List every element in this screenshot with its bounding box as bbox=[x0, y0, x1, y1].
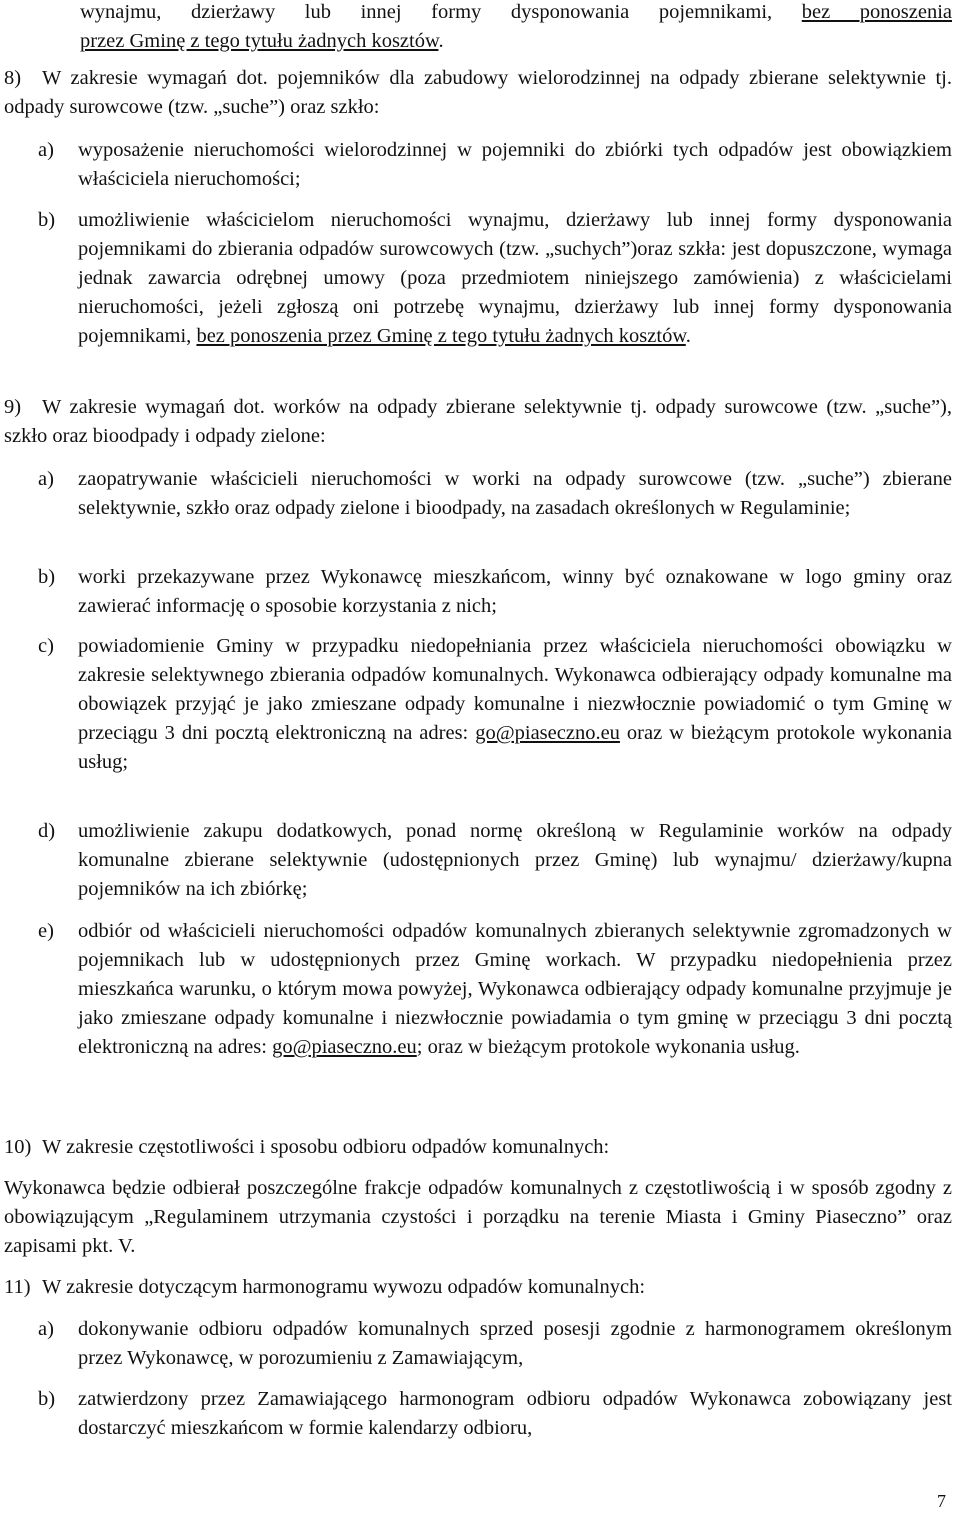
item-label: a) bbox=[38, 1318, 54, 1340]
section-9-heading: 9) W zakresie wymagań dot. worków na odpady zbierane selektywnie tj. odpady surowcowe (tzw. „suche”), szkło oraz bioodpady i odpady zielone: bbox=[4, 393, 952, 451]
section-9-item-c: c) powiadomienie Gminy w przypadku niedopełniania przez właściciela nieruchomości obowiązku w zakresie selektywnego zbierania odpadów komunalnych. Wykonawca odbierający odpady komunalne ma obowiązek przyjąć je jako zmieszane odpady komunalne i niezwłocznie powiadomić o tym Gminę w przeciągu 3 dni pocztą elektroniczną na adres: go@piaseczno.eu oraz w bieżącym protokole wykonania usług; bbox=[38, 632, 952, 777]
section-number: 11) bbox=[4, 1276, 31, 1298]
section-10-paragraph: Wykonawca będzie odbierał poszczególne frakcje odpadów komunalnych z częstotliwością i w sposób zgodny z obowiązującym „Regulaminem utrzymania czystości i porządku na terenie Miasta i Gminy Piaseczno” oraz zapisami pkt. V. bbox=[4, 1177, 952, 1257]
section-9-item-d: d) umożliwienie zakupu dodatkowych, ponad normę określoną w Regulaminie worków na odpady komunalne zbierane selektywnie (udostępnionych przez Gminę) lub wynajmu/ dzierżawy/kupna pojemników na ich zbiórkę; bbox=[38, 817, 952, 904]
item-label: c) bbox=[38, 635, 54, 657]
item-label: a) bbox=[38, 139, 54, 161]
underlined-text: przez Gminę z tego tytułu żadnych kosztów bbox=[80, 30, 439, 52]
section-10-heading: 10) W zakresie częstotliwości i sposobu odbioru odpadów komunalnych: bbox=[4, 1133, 952, 1162]
continuation-line-2: przez Gminę z tego tytułu żadnych kosztów. bbox=[80, 30, 444, 52]
section-9-item-e: e) odbiór od właścicieli nieruchomości odpadów komunalnych zbieranych selektywnie zgromadzonych w pojemnikach lub w udostępnionych przez Gminę workach. W przypadku niedopełnienia przez mieszkańca warunku, o którym mowa powyżej, Wykonawca odbierający odpady komunalne przyjmuje je jako zmieszane odpady komunalne i niezwłocznie powiadamia o tym gminę w przeciągu 3 dni pocztą elektroniczną na adres: go@piaseczno.eu; oraz w bieżącym protokole wykonania usług. bbox=[38, 917, 952, 1062]
section-9-item-a: a) zaopatrywanie właścicieli nieruchomości w worki na odpady surowcowe (tzw. „suche”) zbierane selektywnie, szkło oraz odpady zielone i bioodpady, na zasadach określonych w Regulaminie; bbox=[38, 465, 952, 523]
section-11-item-b: b) zatwierdzony przez Zamawiającego harmonogram odbioru odpadów Wykonawca zobowiązany jest dostarczyć mieszkańcom w formie kalendarzy odbioru, bbox=[38, 1385, 952, 1443]
underlined-text: bez ponoszenia przez Gminę z tego tytułu żadnych kosztów bbox=[196, 325, 686, 347]
section-9-item-b: b) worki przekazywane przez Wykonawcę mieszkańcom, winny być oznakowane w logo gminy oraz zawierać informację o sposobie korzystania z nich; bbox=[38, 563, 952, 621]
section-8-heading: 8) W zakresie wymagań dot. pojemników dla zabudowy wielorodzinnej na odpady zbierane selektywnie tj. odpady surowcowe (tzw. „suche”) oraz szkło: bbox=[4, 64, 952, 122]
email-link[interactable]: go@piaseczno.eu bbox=[272, 1036, 417, 1058]
section-11-item-a: a) dokonywanie odbioru odpadów komunalnych sprzed posesji zgodnie z harmonogramem określonym przez Wykonawcę, w porozumieniu z Zamawiającym, bbox=[38, 1315, 952, 1373]
section-number: 8) bbox=[4, 67, 22, 89]
item-label: b) bbox=[38, 566, 56, 588]
item-label: e) bbox=[38, 920, 54, 942]
continuation-line-1: wynajmu, dzierżawy lub innej formy dysponowania pojemnikami, bez ponoszenia bbox=[80, 1, 953, 23]
section-8-item-b: b) umożliwienie właścicielom nieruchomości wynajmu, dzierżawy lub innej formy dysponowania pojemnikami do zbierania odpadów surowcowych (tzw. „suchych”)oraz szkła: jest dopuszczone, wymaga jednak zawarcia odrębnej umowy (poza przedmiotem niniejszego zamówienia) z właścicielami nieruchomości, jeżeli zgłoszą oni potrzebę wynajmu, dzierżawy lub innej formy dysponowania pojemnikami, bez ponoszenia przez Gminę z tego tytułu żadnych kosztów. bbox=[38, 206, 952, 351]
underlined-text: bez ponoszenia bbox=[801, 1, 953, 23]
section-number: 10) bbox=[4, 1136, 32, 1158]
item-label: b) bbox=[38, 1388, 56, 1410]
section-number: 9) bbox=[4, 396, 22, 418]
section-8-item-a: a) wyposażenie nieruchomości wielorodzinnej w pojemniki do zbiórki tych odpadów jest obowiązkiem właściciela nieruchomości; bbox=[38, 136, 952, 194]
item-label: a) bbox=[38, 468, 54, 490]
section-11-heading: 11) W zakresie dotyczącym harmonogramu wywozu odpadów komunalnych: bbox=[4, 1273, 952, 1302]
email-link[interactable]: go@piaseczno.eu bbox=[475, 722, 620, 744]
page-number: 7 bbox=[937, 1491, 946, 1511]
continuation-text bbox=[80, 0, 952, 56]
item-label: d) bbox=[38, 820, 56, 842]
item-label: b) bbox=[38, 209, 56, 231]
